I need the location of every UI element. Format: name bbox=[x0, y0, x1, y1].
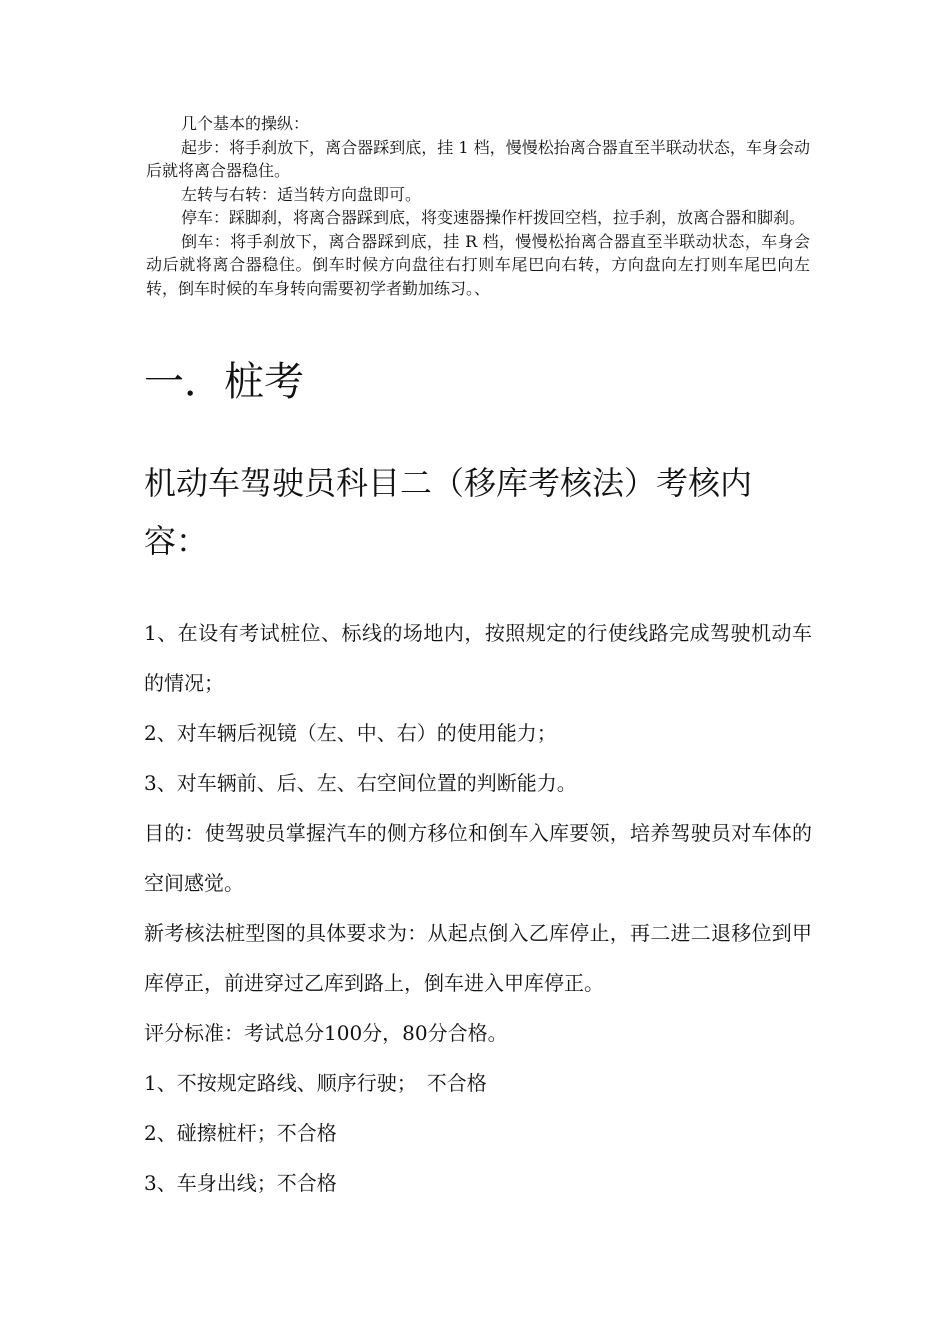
requirement-paragraph: 新考核法桩型图的具体要求为：从起点倒入乙库停止，再二进二退移位到甲库停正，前进穿过乙库到路上，倒车进入甲库停正。 bbox=[144, 921, 812, 995]
intro-stop-paragraph: 停车：踩脚刹，将离合器踩到底，将变速器操作杆拨回空档，拉手刹，放离合器和脚刹。 bbox=[181, 208, 806, 227]
intro-heading: 几个基本的操纵： bbox=[181, 114, 310, 133]
intro-reverse-paragraph: 倒车：将手刹放下，离合器踩到底，挂 R 档，慢慢松抬离合器直至半联动状态，车身会动后就将离合器稳住。倒车时候方向盘往右打则车尾巴向右转，方向盘向左打则车尾巴向左转，倒车时候的车身转向需要初学者勤加练习。、 bbox=[146, 231, 810, 298]
intro-turn-paragraph: 左转与右转：适当转方向盘即可。 bbox=[181, 184, 422, 204]
intro-start-paragraph: 起步：将手刹放下，离合器踩到底，挂 1 档，慢慢松抬离合器直至半联动状态，车身会动后就将离合器稳住。 bbox=[146, 137, 810, 180]
rule-item-3: 3、车身出线；不合格 bbox=[144, 1171, 337, 1195]
content-item-3: 3、对车辆前、后、左、右空间位置的判断能力。 bbox=[144, 771, 577, 795]
content-item-1: 1、在设有考试桩位、标线的场地内，按照规定的行使线路完成驾驶机动车的情况； bbox=[144, 621, 812, 695]
purpose-paragraph: 目的：使驾驶员掌握汽车的侧方移位和倒车入库要领，培养驾驶员对车体的空间感觉。 bbox=[144, 821, 812, 895]
intro-section bbox=[146, 112, 810, 300]
scoring-standard: 评分标准：考试总分100分，80分合格。 bbox=[144, 1021, 508, 1045]
content-item-2: 2、对车辆后视镜（左、中、右）的使用能力； bbox=[144, 721, 557, 745]
rule-item-1: 1、不按规定路线、顺序行驶； 不合格 bbox=[144, 1071, 487, 1095]
section-heading: 一．桩考 bbox=[144, 359, 304, 405]
subsection-heading: 机动车驾驶员科目二（移库考核法）考核内容： bbox=[144, 464, 753, 560]
exam-content bbox=[144, 608, 812, 1208]
rule-item-2: 2、碰擦桩杆；不合格 bbox=[144, 1121, 337, 1145]
